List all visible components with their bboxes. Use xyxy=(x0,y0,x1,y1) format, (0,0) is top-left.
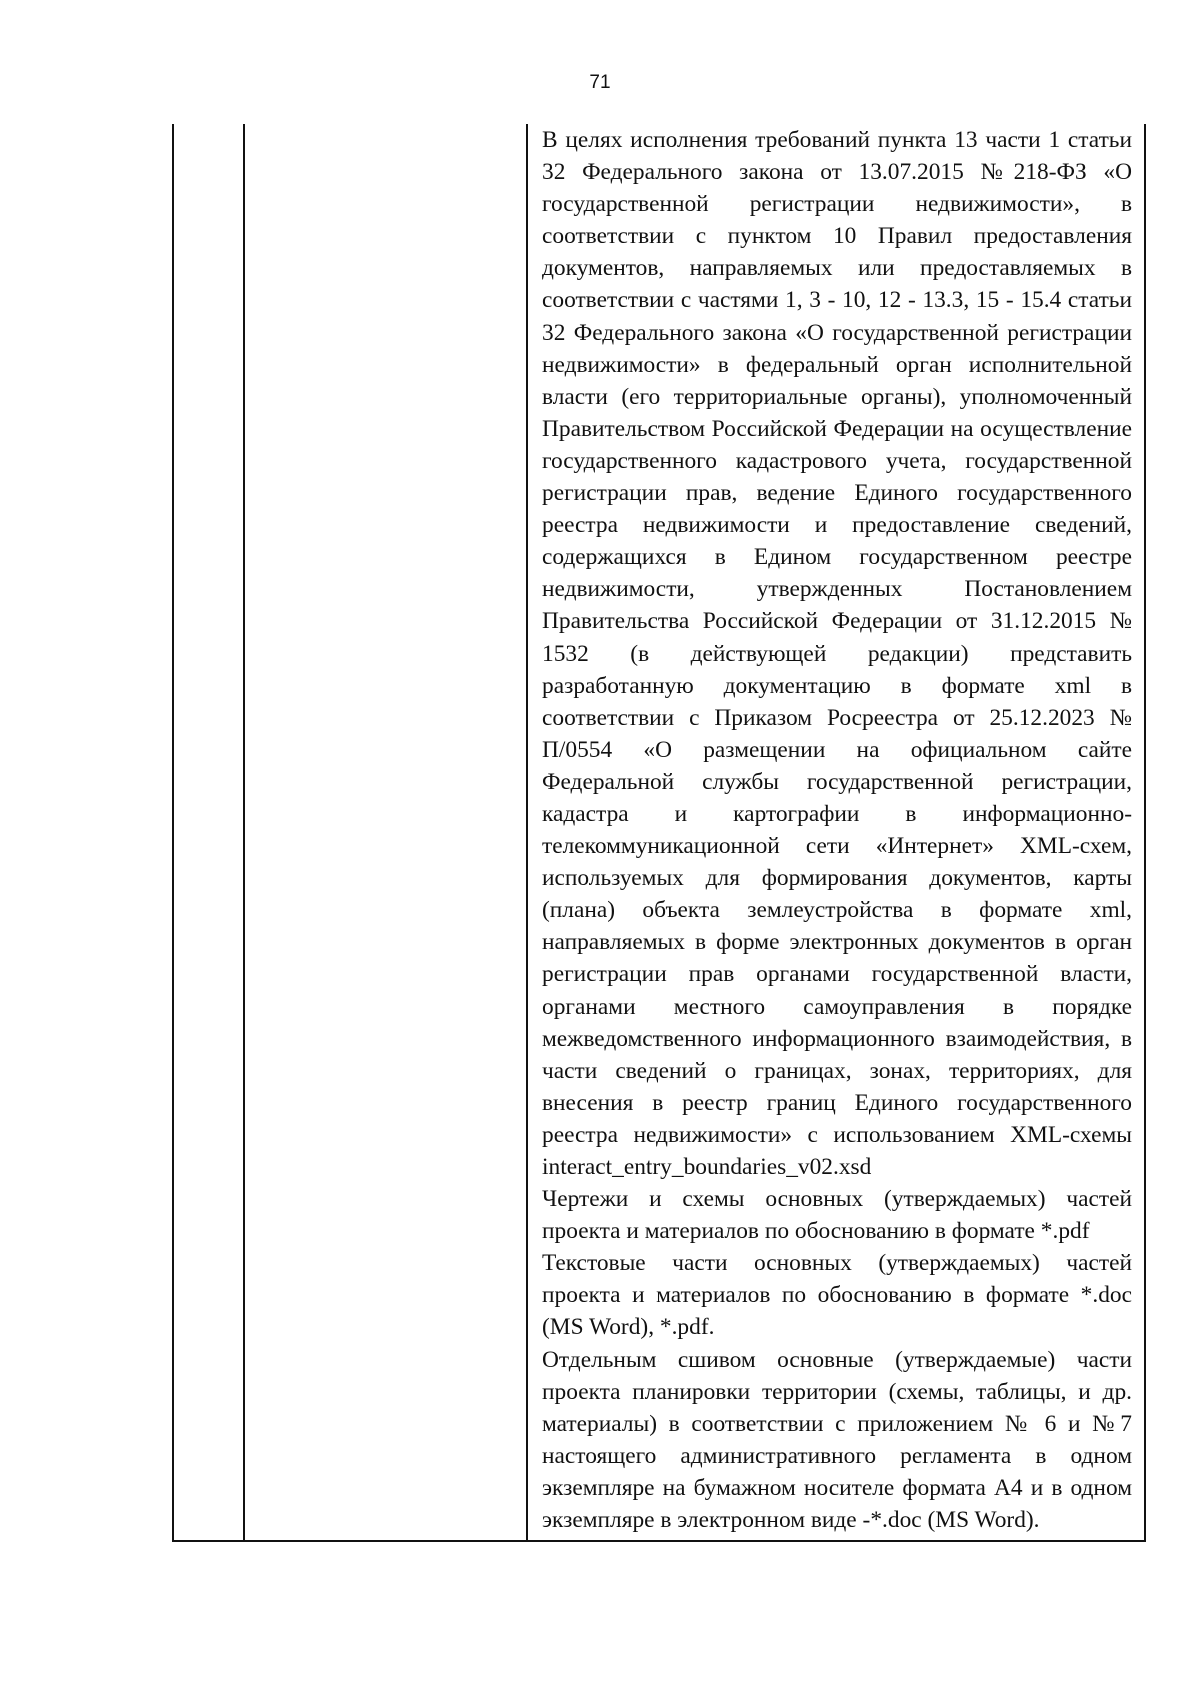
paragraph-text-parts-doc: Текстовые части основных (утверждаемых) частей проекта и материалов по обоснованию в формате *.doc (MS Word), *.pdf. xyxy=(542,1250,1132,1341)
column-divider-2 xyxy=(526,124,528,1540)
document-table xyxy=(172,124,1146,1542)
requirements-cell xyxy=(542,124,1132,1536)
paragraph-xml-requirements: В целях исполнения требований пункта 13 части 1 статьи 32 Федерального закона от 13.07.2015 №218-ФЗ «О государственной регистрации недвижимости», в соответствии с пунктом 10 Правил предоставления документов, направляемых или предоставляемых в соответствии с частями 1, 3 - 10, 12 - 13.3, 15 - 15.4 статьи 32 Федерального закона «О государственной регистрации недвижимости» в федеральный орган исполнительной власти (его территориальные органы), уполномоченный Правительством Российской Федерации на осуществление государственного кадастрового учета, государственной регистрации прав, ведение Единого государственного реестра недвижимости и предоставление сведений, содержащихся в Едином государственном реестре недвижимости, утвержденных Постановлением Правительства Российской Федерации от 31.12.2015 № 1532 (в действующей редакции) представить разработанную документацию в формате xml в соответствии с Приказом Росреестра от 25.12.2023 № П/0554 «О размещении на официальном сайте Федеральной службы государственной регистрации, кадастра и картографии в информационно-телекоммуникационной сети «Интернет» XML-схем, используемых для формирования документов, карты (плана) объекта землеустройства в формате xml, направляемых в форме электронных документов в орган регистрации прав органами государственной власти, органами местного самоуправления в порядке межведомственного информационного взаимодействия, в части сведений о границах, зонах, территориях, для внесения в реестр границ Единого государственного реестра недвижимости» с использованием XML-схемы interact_entry_boundaries_v02.xsd xyxy=(542,127,1132,1180)
column-divider-1 xyxy=(243,124,245,1540)
paragraph-drawings-pdf: Чертежи и схемы основных (утверждаемых) частей проекта и материалов по обоснованию в формате *.pdf xyxy=(542,1186,1132,1245)
paragraph-separate-binding: Отдельным сшивом основные (утверждаемые) части проекта планировки территории (схемы, таблицы, и др. материалы) в соответствии с приложением № 6 и №7 настоящего административного регламента в одном экземпляре на бумажном носителе формата А4 и в одном экземпляре в электронном виде -*.doc (MS Word). xyxy=(542,1346,1132,1534)
page-number: 71 xyxy=(589,72,611,93)
